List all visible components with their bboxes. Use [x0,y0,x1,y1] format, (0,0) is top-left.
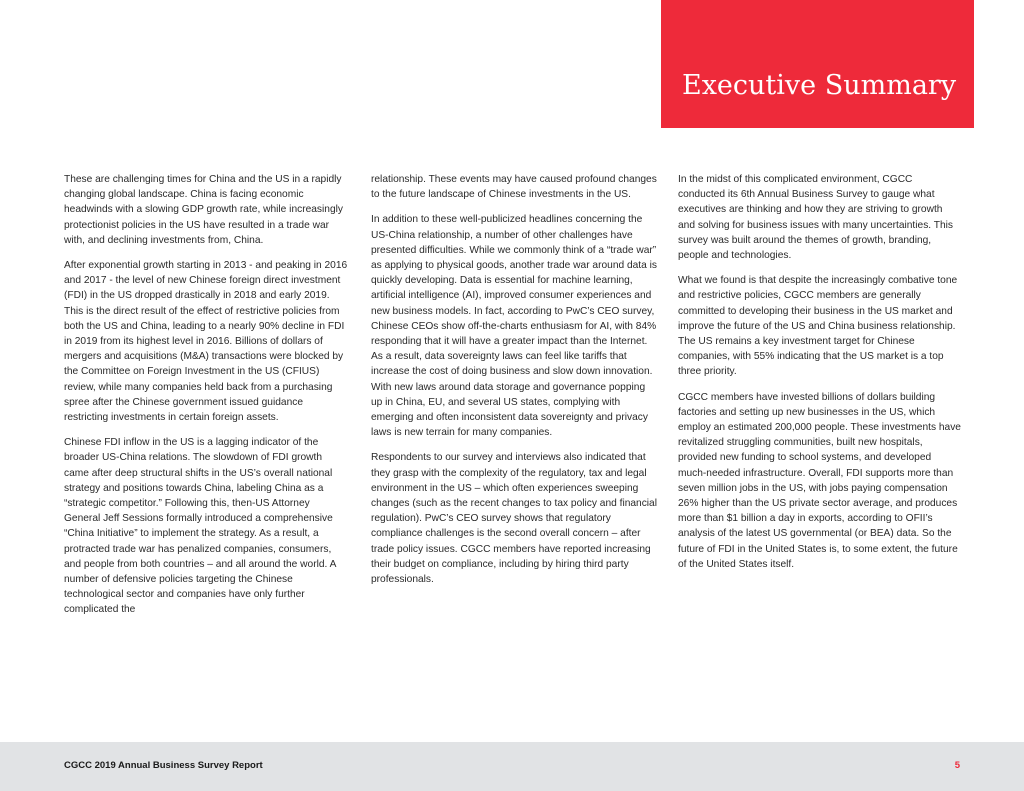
page-number: 5 [954,760,960,771]
paragraph: After exponential growth starting in 2013 - and peaking in 2016 and 2017 - the level of new Chinese foreign direct investment (FDI) in the US dropped drastically in 2018 and early 2019. This is the direct result of the effect of restrictive policies from both the US and China, leading to a nearly 90% decline in FDI in 2019 from its highest level in 2016. Billions of dollars of mergers and acquisitions (M&A) transactions were blocked by the Committee on Foreign Investment in the US (CFIUS) review, while many companies held back from a purchasing spree after the Chinese government issued guidance restricting investments in certain foreign assets. [64,260,348,424]
text-column-2 [371,172,657,597]
paragraph: In the midst of this complicated environment, CGCC conducted its 6th Annual Business Survey to gauge what executives are thinking and how they are striving to growth and solving for business issues with many uncertainties. This survey was built around the themes of growth, branding, people and technologies. [678,174,954,262]
title-banner [661,0,974,128]
text-column-3 [678,172,962,582]
paragraph: CGCC members have invested billions of dollars building factories and setting up new businesses in the US, which employ an estimated 200,000 people. These investments have revitalized struggling communities, built new hospitals, provided new funding to school systems, and developed much-needed infrastructure. Overall, FDI supports more than seven million jobs in the US, with jobs paying compensation 26% higher than the US private sector average, and produces more than $1 billion a day in exports, according to OFII’s analysis of the latest US governmental (or BEA) data. So the future of FDI in the United States is, to some extent, the future of the United States itself. [678,391,961,570]
report-title: CGCC 2019 Annual Business Survey Report [64,760,263,771]
paragraph: Respondents to our survey and interviews also indicated that they grasp with the complexity of the regulatory, tax and legal environment in the US – which often experiences sweeping changes (such as the recent changes to tax policy and financial regulation). PwC’s CEO survey shows that regulatory compliance challenges is the second overall concern – after trade policy issues. CGCC members have reported increasing their budget on compliance, including by hiring third party professionals. [371,452,657,586]
paragraph: relationship. These events may have caused profound changes to the future landscape of Chinese investments in the US. [371,174,657,201]
page-title: Executive Summary [682,70,957,101]
paragraph: What we found is that despite the increasingly combative tone and restrictive policies, CGCC members are generally committed to developing their business in the US market and improve the future of the US and China business relationship. The US remains a key investment target for Chinese companies, with 55% indicating that the US market is a top three priority. [678,275,958,378]
paragraph: These are challenging times for China and the US in a rapidly changing global landscape. China is facing economic headwinds with a slowing GDP growth rate, while increasingly protectionist policies in the US have resulted in a trade war with, and declining investments from, China. [64,174,343,246]
page-footer [0,742,1024,791]
paragraph: Chinese FDI inflow in the US is a lagging indicator of the broader US-China relations. The slowdown of FDI growth came after deep structural shifts in the US’s overall national strategy and positions towards China, labeling China as a “strategic competitor.” Following this, then-US Attorney General Jeff Sessions formally introduced a comprehensive “China Initiative” to implement the strategy. As a result, a protracted trade war has penalized companies, consumers, and people from both countries – and all around the world. A number of defensive policies targeting the Chinese technological sector and companies have only further complicated the [64,437,336,616]
text-column-1 [64,172,348,628]
paragraph: In addition to these well-publicized headlines concerning the US-China relationship, a number of other challenges have presented difficulties. While we commonly think of a “trade war” as applying to physical goods, another trade war around data is quickly developing. Data is essential for machine learning, artificial intelligence (AI), improved consumer experiences and new business models. In fact, according to PwC’s CEO survey, Chinese CEOs show off-the-charts enthusiasm for AI, with 84% responding that it will have a greater impact than the Internet. As a result, data sovereignty laws can feel like tariffs that increase the cost of doing business and slow down innovation. With new laws around data storage and governance popping up in China, EU, and several US states, complying with emerging and often inconsistent data sovereignty and privacy laws is new terrain for many companies. [371,214,657,439]
